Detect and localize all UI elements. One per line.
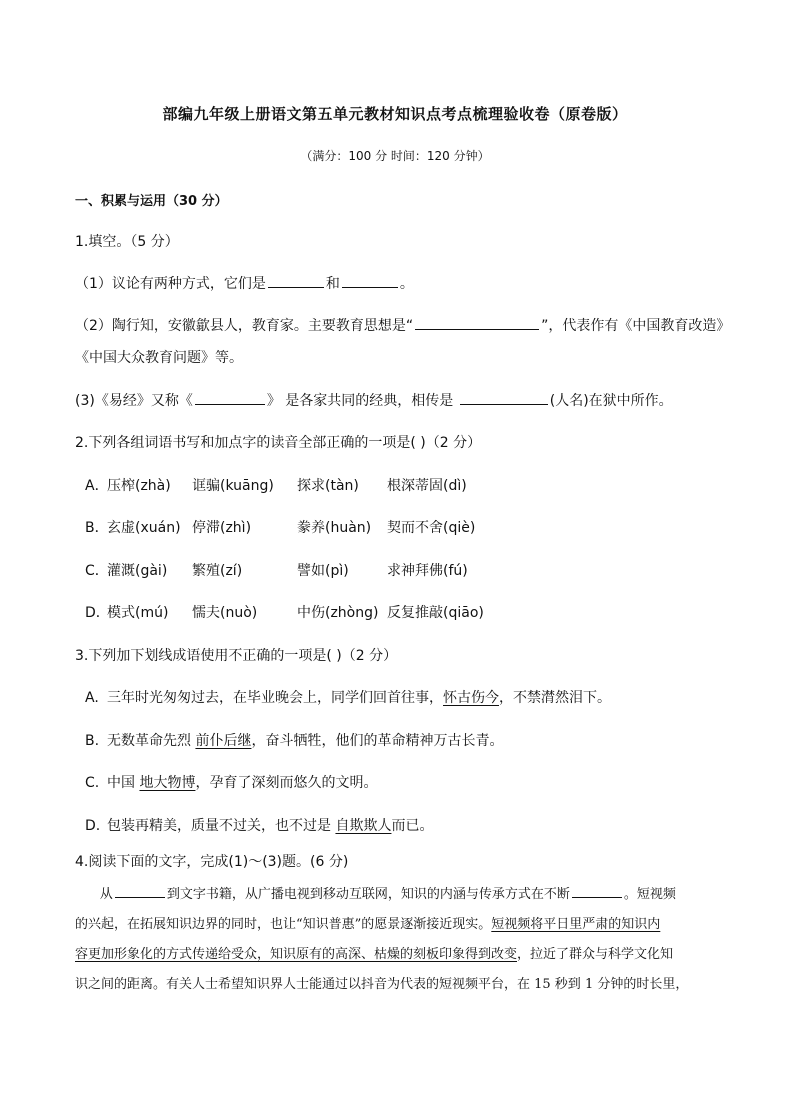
question-2-option-d[interactable] (85, 602, 484, 622)
option-text: ，孕育了深刻而悠久的文明。 (195, 775, 378, 791)
option-word: 中伤(zhòng) (297, 605, 379, 621)
page-subtitle: （满分：100 分 时间：120 分钟） (300, 149, 490, 163)
fill-blank[interactable] (415, 316, 539, 330)
question-1-part-3 (75, 390, 673, 410)
passage-text: 到文字书籍，从广播电视到移动互联网，知识的内涵与传承方式在不断 (166, 887, 570, 902)
q1-p1-text-c: 。 (399, 276, 414, 292)
q1-p3-text-b: 》 是各家共同的经典，相传是 (266, 393, 454, 409)
underlined-idiom: 怀古伤今 (443, 690, 499, 706)
option-text: ，奋斗牺牲，他们的革命精神万古长青。 (251, 733, 504, 749)
option-word: 停滞(zhì) (192, 520, 252, 536)
option-text: 包装再精美，质量不过关，也不过是 (107, 818, 336, 834)
option-text: 而已。 (391, 818, 434, 834)
question-1-part-2 (75, 315, 730, 335)
passage-text: 从 (99, 887, 113, 902)
q1-p3-text-c: (人名)在狱中所作。 (549, 393, 673, 409)
question-2-stem: 2.下列各组词语书写和加点字的读音全部正确的一项是( )（2 分） (75, 435, 482, 451)
option-text: 三年时光匆匆过去，在毕业晚会上，同学们回首往事， (107, 690, 443, 706)
question-2-option-c[interactable] (85, 560, 468, 580)
passage-line: 识之间的距离。有关人士希望知识界人士能通过以抖音为代表的短视频平台，在 15 秒到 1 分钟的时长里， (75, 977, 689, 992)
question-3-option-d[interactable] (85, 815, 433, 835)
fill-blank[interactable] (195, 391, 265, 405)
option-text: ，不禁潸然泪下。 (499, 690, 611, 706)
option-letter: D． (85, 605, 110, 621)
option-word: 繁殖(zí) (192, 563, 243, 579)
page-title: 部编九年级上册语文第五单元教材知识点考点梳理验收卷（原卷版） (162, 105, 628, 123)
passage-line (75, 940, 735, 970)
question-1-part-1 (75, 273, 414, 293)
option-letter: A. (85, 690, 99, 706)
underlined-sentence: 容更加形象化的方式传递给受众，知识原有的高深、枯燥的刻板印象得到改变 (75, 947, 518, 962)
question-3-option-b[interactable] (85, 730, 503, 750)
option-word: 契而不舍(qiè) (387, 520, 476, 536)
fill-blank[interactable] (268, 274, 324, 288)
option-text: 无数革命先烈 (107, 733, 196, 749)
option-word: 根深蒂固(dì) (387, 478, 467, 494)
option-letter: A． (85, 478, 109, 494)
option-word: 求神拜佛(fú) (387, 563, 468, 579)
underlined-idiom: 地大物博 (139, 775, 196, 791)
option-text: 中国 (107, 775, 140, 791)
option-word: 灌溉(gài) (107, 563, 168, 579)
option-letter: B． (85, 520, 109, 536)
passage-text: ，拉近了群众与科学文化知 (517, 947, 674, 962)
q1-p3-text-a: (3)《易经》又称《 (75, 393, 193, 409)
option-letter: C． (85, 563, 109, 579)
q1-p2-text-b: ”，代表作有《中国教育改造》 (541, 318, 731, 334)
fill-blank[interactable] (460, 391, 548, 405)
option-word: 玄虚(xuán) (107, 520, 181, 536)
option-word: 探求(tàn) (297, 478, 359, 494)
question-3-option-a[interactable] (85, 687, 611, 707)
passage-line (75, 910, 735, 940)
passage-text: 。短视频 (623, 887, 676, 902)
q1-p2-text-a: （2）陶行知，安徽歙县人，教育家。主要教育思想是“ (75, 318, 414, 334)
underlined-idiom: 自欺欺人 (335, 818, 392, 834)
question-2-option-b[interactable] (85, 517, 475, 537)
option-letter: B. (85, 733, 100, 749)
question-3-stem: 3.下列加下划线成语使用不正确的一项是( )（2 分） (75, 648, 398, 664)
section-heading: 一、积累与运用（30 分） (75, 194, 228, 209)
option-word: 诓骗(kuāng) (192, 478, 274, 494)
option-letter: C. (85, 775, 100, 791)
underlined-sentence: 短视频将平日里严肃的知识内 (491, 917, 661, 932)
question-4-stem: 4.阅读下面的文字，完成(1)～(3)题。(6 分) (75, 854, 349, 870)
fill-blank[interactable] (342, 274, 398, 288)
option-word: 模式(mú) (107, 605, 169, 621)
option-letter: D. (85, 818, 101, 834)
option-word: 懦夫(nuò) (192, 605, 258, 621)
passage-text: 的兴起，在拓展知识边界的同时，也让“知识普惠”的愿景逐渐接近现实。 (75, 917, 492, 932)
question-1-stem: 1.填空。（5 分） (75, 234, 179, 250)
q1-p1-text-a: （1）议论有两种方式，它们是 (75, 276, 266, 292)
fill-blank[interactable] (572, 884, 622, 898)
fill-blank[interactable] (115, 884, 165, 898)
option-word: 反复推敲(qiāo) (387, 605, 484, 621)
passage-line (75, 880, 735, 910)
option-word: 譬如(pì) (297, 563, 349, 579)
q1-p1-text-b: 和 (325, 276, 340, 292)
question-3-option-c[interactable] (85, 772, 377, 792)
question-1-part-2-cont: 《中国大众教育问题》等。 (75, 350, 243, 366)
question-2-option-a[interactable] (85, 475, 467, 495)
underlined-idiom: 前仆后继 (195, 733, 252, 749)
option-word: 压榨(zhà) (107, 478, 171, 494)
reading-passage (75, 880, 735, 1000)
option-word: 豢养(huàn) (297, 520, 372, 536)
